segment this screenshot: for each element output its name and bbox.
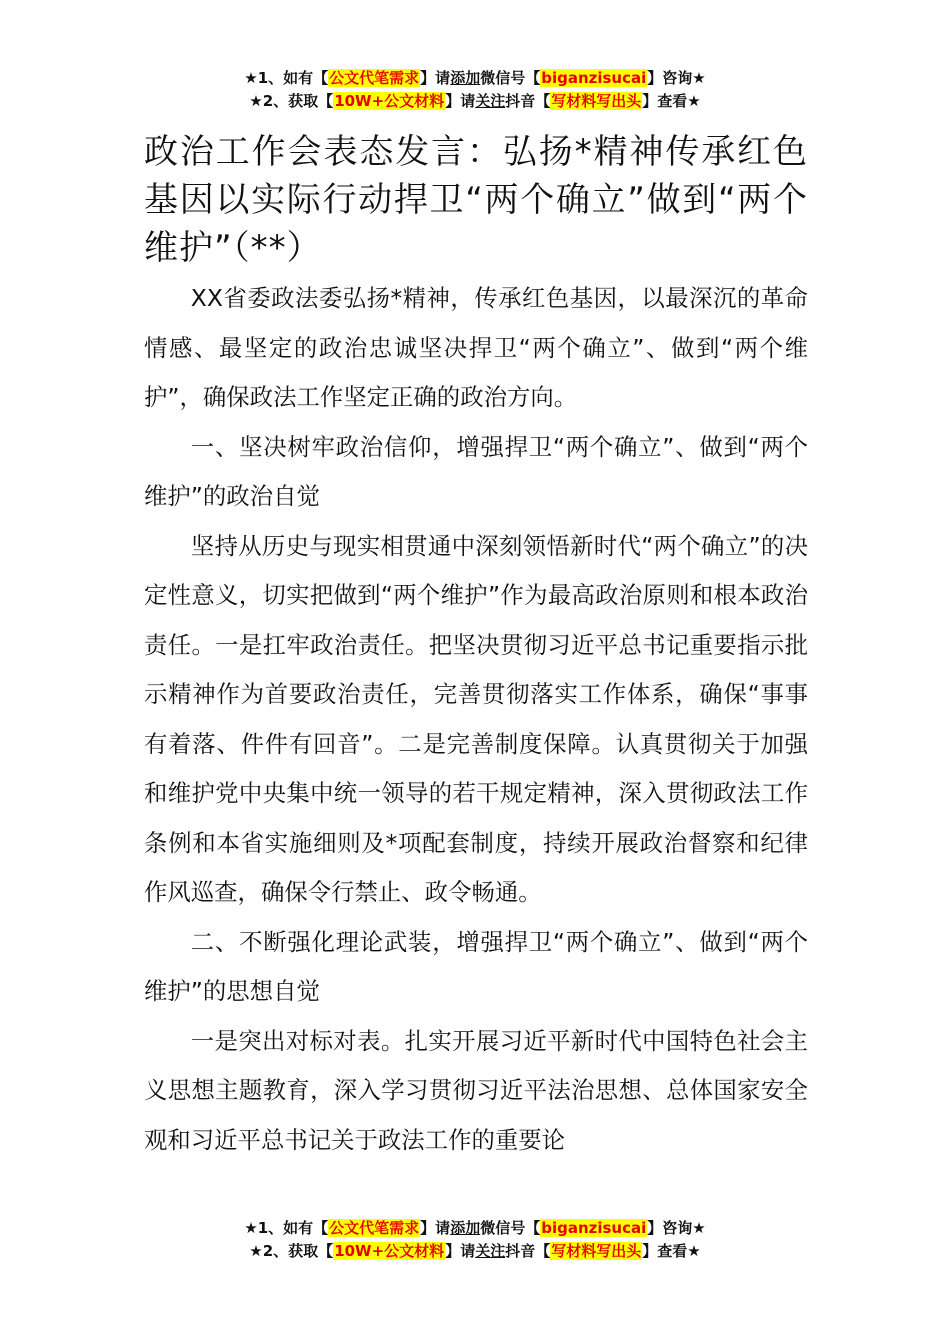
document-title: 政治工作会表态发言：弘扬*精神传承红色基因以实际行动捍卫“两个确立”做到“两个维护”（**）: [144, 132, 808, 268]
document-body: [144, 128, 808, 1165]
paragraph-section-2: 一是突出对标对表。扎实开展习近平新时代中国特色社会主义思想主题教育，深入学习贯彻习近平法治思想、总体国家安全观和习近平总书记关于政法工作的重要论: [144, 1026, 808, 1154]
footer-banner: [0, 1217, 950, 1263]
header-banner: [0, 67, 950, 113]
section-heading-2: 二、不断强化理论武装，增强捍卫“两个确立”、做到“两个维护”的思想自觉: [144, 927, 808, 1005]
highlight-wechat-id: biganzisucai: [541, 69, 647, 87]
paragraph-section-1: 坚持从历史与现实相贯通中深刻领悟新时代“两个确立”的决定性意义，切实把做到“两个维护”作为最高政治原则和根本政治责任。一是扛牢政治责任。把坚决贯彻习近平总书记重要指示批示精神作为首要政治责任，完善贯彻落实工作体系，确保“事事有着落、件件有回音”。二是完善制度保障。认真贯彻关于加强和维护党中央集中统一领导的若干规定精神，深入贯彻政法工作条例和本省实施细则及*项配套制度，持续开展政治督察和纪律作风巡查，确保令行禁止、政令畅通。: [144, 531, 808, 906]
paragraph-intro: XX省委政法委弘扬*精神，传承红色基因，以最深沉的革命情感、最坚定的政治忠诚坚决捍卫“两个确立”、做到“两个维护”，确保政法工作坚定正确的政治方向。: [144, 284, 808, 411]
section-heading-1: 一、坚决树牢政治信仰，增强捍卫“两个确立”、做到“两个维护”的政治自觉: [144, 432, 808, 510]
header-banner-line-2: ★2、获取【10W+公文材料】请关注抖音【写材料写出头】查看★: [249, 92, 701, 110]
highlight-douyin: 写材料写出头: [551, 1242, 642, 1260]
highlight-materials: 10W+公文材料: [334, 92, 445, 110]
highlight-service: 公文代笔需求: [329, 69, 420, 87]
highlight-materials: 10W+公文材料: [334, 1242, 445, 1260]
footer-banner-line-2: ★2、获取【10W+公文材料】请关注抖音【写材料写出头】查看★: [249, 1242, 701, 1260]
header-banner-line-1: ★1、如有【公文代笔需求】请添加微信号【biganzisucai】咨询★: [244, 69, 706, 87]
highlight-wechat-id: biganzisucai: [541, 1219, 647, 1237]
highlight-douyin: 写材料写出头: [551, 92, 642, 110]
highlight-service: 公文代笔需求: [329, 1219, 420, 1237]
footer-banner-line-1: ★1、如有【公文代笔需求】请添加微信号【biganzisucai】咨询★: [244, 1219, 706, 1237]
